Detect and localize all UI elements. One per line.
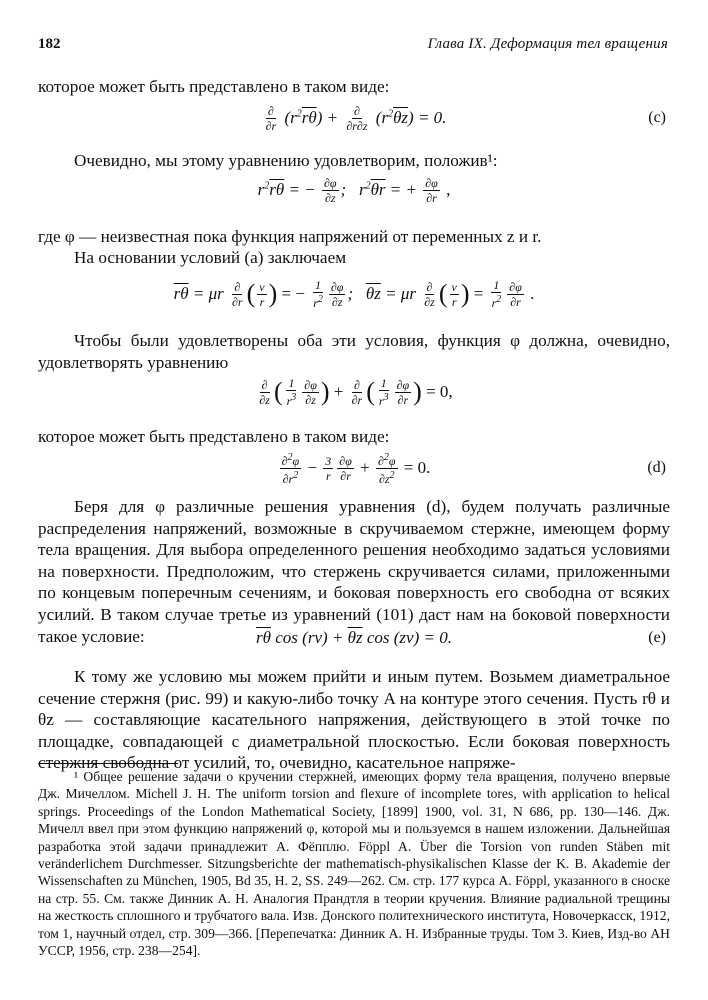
equation-c: $\frac{\partial}{\partial r}$ $(r^2\overline{r\theta})$ + $\frac{\partial}{\partial r\partial z}$ $(r^2\overline{\theta z}) = 0$. (c): [265, 103, 666, 133]
paragraph: На основании условий (а) заключаем: [74, 248, 347, 267]
paragraph: которое может быть представлено в таком виде:: [38, 77, 390, 96]
equation-number: (e): [648, 629, 666, 646]
running-header: Глава IX. Деформация тел вращения: [427, 36, 668, 52]
equation-number: (d): [647, 459, 666, 476]
paragraph: которое может быть представлено в таком виде:: [38, 427, 390, 446]
paragraph: где φ — неизвестная пока функция напряжений от переменных z и r.: [38, 227, 542, 246]
paragraph: К тому же условию мы можем прийти и иным путем. Возьмем диаметральное сечение стержня (рис. 99) и какую-либо точку A на контуре этого сечения. Пусть rθ и θz — составляющие касательного напряжения, действующего в этой точке по площадке, совпадающей с диаметральной плоскостью. Если боковая поверхность стержня свободна от усилий, то, очевидно, касательное напряже-: [38, 667, 670, 773]
footnote: ¹ Общее решение задачи о кручении стержней, имеющих форму тела вращения, получено впервые Дж. Мичеллом. Michell J. H. The uniform torsion and flexure of incomplete tores, with application to helical springs. Proceedings of the London Mathematical Society, [1899] 1900, vol. 31, N 686, pp. 130—146. Дж. Мичелл ввел при этом функцию напряжений φ, которой мы и пользуемся в нашем изложении. Дальнейшая разработка этой задачи принадлежит А. Фёпплю. Föppl A. Über die Torsion von runden Stäben mit veränderlichem Durchmesser. Sitzungsberichte der mathematisch-physikalischen Klasse der K. B. Akademie der Wissenschaften zu München, 1905, Bd 35, H. 2, SS. 249—262. См. стр. 177 курса А. Föppl, указанного в сноске на стр. 55. См. также Динник А. Н. Аналогия Прандтля в теории кручения. Влияние радиальной трещины на жесткость сплошного и трубчатого вала. Изв. Донского политехнического института, Новочеркасск, 1912, том 1, научный отдел, стр. 309—366. [Перепечатка: Динник А. Н. Избранные труды. Том 3. Киев, Изд-во АН УССР, 1956, стр. 238—254].: [38, 769, 670, 959]
equation-d: $\frac{\partial^2\varphi}{\partial r^2}$ − $\frac{3}{r}$ $\frac{\partial\varphi}{\partial r}$ + $\frac{\partial^2\varphi}{\partial z^2}$ = 0. (d): [281, 451, 666, 486]
equation-compatibility: $\frac{\partial}{\partial z}$ ( $\frac{1}{r^3}$ $\frac{\partial\varphi}{\partial z}$ ) + $\frac{\partial}{\partial r}$ ( $\frac{1}{r^3}$ $\frac{\partial\varphi}{\partial r}$ ) = 0,: [259, 376, 453, 408]
page-number: 182: [38, 36, 61, 52]
paragraph: Очевидно, мы этому уравнению удовлетворим, положив¹:: [74, 151, 498, 170]
paragraph: Чтобы были удовлетворены оба эти условия, функция φ должна, очевидно, удовлетворять уравнению: [38, 331, 670, 372]
paragraph: Беря для φ различные решения уравнения (d), будем получать различные распределения напряжений, возможные в скручиваемом стержне, имеющем форму тела вращения. Для выбора определенного решения необходимо задаться условиями на поверхности. Предположим, что стержень скручивается силами, приложенными по концевым поперечным сечениям, и боковая поверхность его свободна от всяких усилий. В таком случае третье из уравнений (101) даст нам на боковой поверхности такое условие:: [38, 497, 670, 646]
equation-number: (c): [648, 109, 666, 126]
footnote-divider: [38, 763, 178, 764]
equation-e: $\overline{r\theta}$ $\cos (r\nu) + \overline{\theta z}$ cos (zν) = 0. (e): [256, 628, 666, 647]
equation-stress-components: $\overline{r\theta} = \mu r$ $\frac{\partial}{\partial r}$ ( $\frac{v}{r}$ ) = − $\frac{1}{r^2}$ $\frac{\partial\varphi}{\partial z}$ ; $\overline{\theta z} = \mu r$ $\frac{\partial}{\partial z}$ ( $\frac{v}{r}$ ) = $\frac{1}{r^2}$ $\frac{\partial\varphi}{\partial r}$ .: [173, 278, 535, 310]
equation-phi-definition: $r^2\overline{r\theta}$ = − $\frac{\partial\varphi}{\partial z}$ ; $r^2\overline{\theta r}$ = + $\frac{\partial\varphi}{\partial r}$ ,: [257, 175, 451, 205]
